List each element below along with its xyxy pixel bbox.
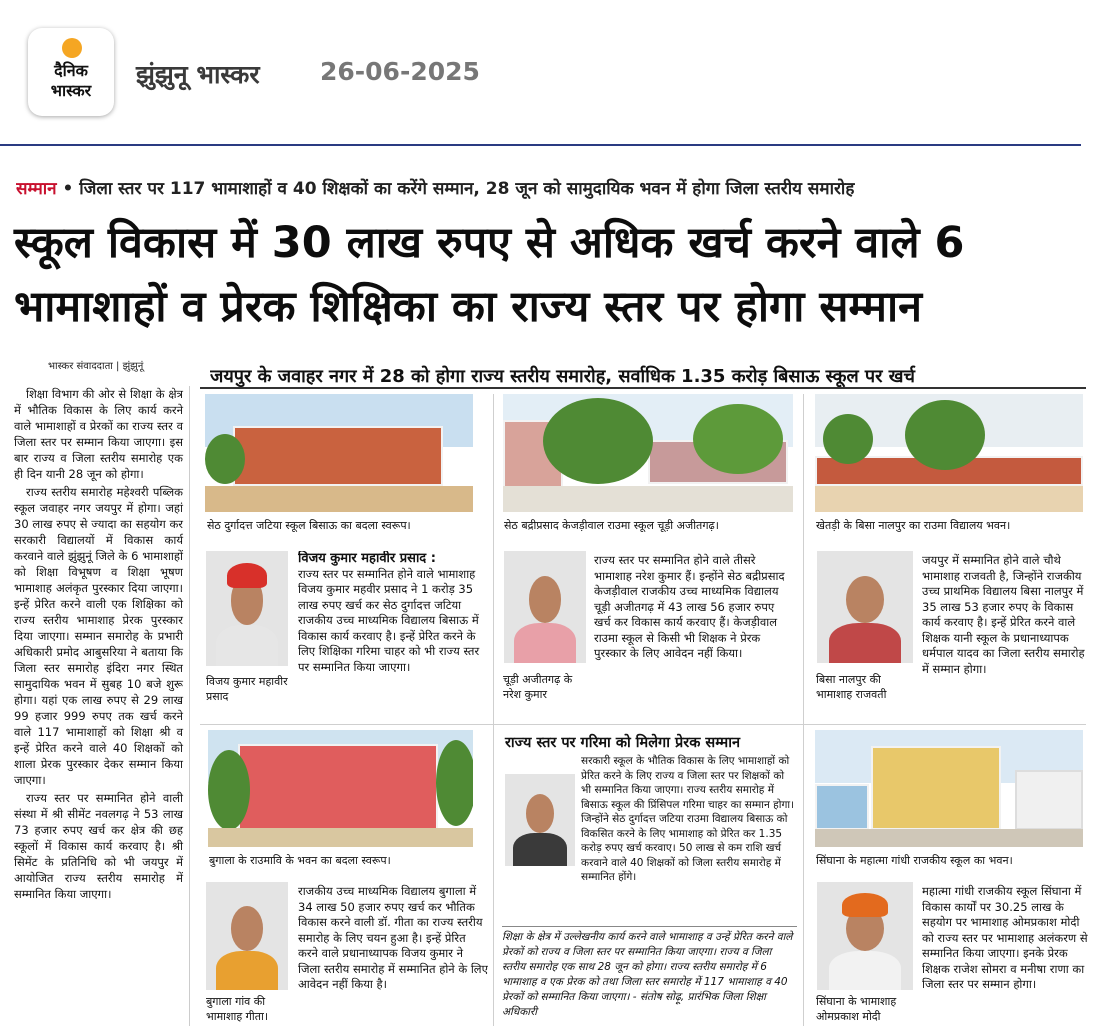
portrait-vijay-kumar: [206, 551, 288, 666]
photo-churi-ajitgarh-school: [503, 394, 793, 512]
tree: [208, 750, 250, 830]
photo-caption: खेतड़ी के बिसा नालपुर का राउमा विद्यालय भवन।: [816, 519, 1011, 532]
ground: [503, 486, 793, 512]
school-building: [238, 744, 438, 830]
tree: [823, 414, 873, 464]
box-text: सरकारी स्कूल के भौतिक विकास के लिए भामाशाहों को प्रेरित करने के लिए राज्य व जिला स्तर पर शिक्षकों को भी सम्मानित किया जाएगा। राज्य स्तरीय समारोह में बिसाऊ स्कूल की प्रिंसिपल गरिमा चाहर का सम्मान होगा। जिन्होंने सेठ दुर्गादत्त जटिया राउमा विद्यालय बिसाऊ को विकसित करने के लिए भामाशाह को प्रेरित कर 1.35 करोड़ रुपए खर्च करवाए। 50 लाख से कम राशि खर्च करवाने वाले 40 शिक्षकों को जिला स्तरीय समारोह में सम्मानित होंगे।: [581, 755, 795, 883]
kicker-text: • जिला स्तर पर 117 भामाशाहों व 40 शिक्षकों का करेंगे सम्मान, 28 जून को सामुदायिक भवन में होगा जिला स्तरीय समारोह: [56, 179, 855, 199]
story-text: राज्य स्तर पर सम्मानित होने वाले भामाशाह विजय कुमार महवीर प्रसाद ने 1 करोड़ 35 लाख रुपए खर्च कर सेठ दुर्गादत्त जटिया राजकीय उच्च माध्यमिक विद्यालय बिसाऊ में विकास कार्य करवाए है। इन्हें प्रेरित करने के लिए शिक्षिका गरिमा चाहर को भी राज्य स्तर पर सम्मानित किया जाएगा।: [298, 566, 480, 674]
byline: भास्कर संवाददाता | झुंझुनूं: [48, 361, 144, 372]
portrait-caption: विजय कुमार महावीर प्रसाद: [206, 675, 288, 703]
portrait-rajwati: [817, 551, 913, 663]
tree: [543, 398, 653, 484]
school-wall: [1015, 770, 1083, 830]
main-story-paragraph: राज्य स्तर पर सम्मानित होने वाली संस्था में श्री सीमेंट नवलगढ़ ने 53 लाख 73 हजार रुपए खर्च कर क्षेत्र की छह स्कूलों में विकास कार्य करवाए है। श्री सिमेंट के प्रतिनिधि को भी जयपुर में आयोजित राज्य स्तरीय समारोह में सम्मानित किया जाएगा।: [14, 791, 183, 901]
officer-quote: शिक्षा के क्षेत्र में उल्लेखनीय कार्य करने वाले भामाशाह व उन्हें प्रेरित करने वाले प्रेरकों को राज्य व जिला स्तर पर सम्मानित किया जाएगा। राज्य व जिला स्तरीय समारोह एक साथ 28 जून को होगा। राज्य स्तरीय समारोह में 6 भामाशाह व एक प्रेरक को तथा जिला स्तर समारोह में 117 भामाशाह व 40 प्रेरकों को सम्मानित किया जाएगा। - संतोष सोढ़ू, प्रारंभिक जिला शिक्षा अधिकारी: [502, 926, 797, 1026]
photo-bisa-nalpur-school: [815, 394, 1083, 512]
portrait-caption: बिसा नालपुर की भामाशाह राजवती: [816, 673, 887, 701]
story-name: विजय कुमार महावीर प्रसाद :: [298, 551, 436, 566]
tree: [205, 434, 245, 484]
ground: [815, 829, 1083, 847]
tree: [693, 404, 783, 474]
ground: [205, 486, 473, 512]
tree: [905, 400, 985, 470]
ground: [815, 486, 1083, 512]
column-divider: [493, 394, 494, 1026]
sun-icon: [62, 38, 82, 58]
row-divider: [200, 724, 1086, 725]
school-wall: [815, 784, 869, 830]
main-headline: स्कूल विकास में 30 लाख रुपए से अधिक खर्च करने वाले 6 भामाशाहों व प्रेरक शिक्षिका का राज्य स्तर पर होगा सम्मान: [14, 218, 965, 332]
school-gate: [871, 746, 1001, 830]
school-building: [233, 426, 443, 486]
photo-caption: बुगाला के राउमावि के भवन का बदला स्वरूप।: [209, 854, 391, 867]
body: [514, 623, 576, 663]
photo-caption: सेठ बद्रीप्रसाद केजड़ीवाल राउमा स्कूल चूड़ी अजीतगढ़।: [504, 519, 719, 532]
column-divider: [803, 394, 804, 1026]
tree: [436, 740, 473, 826]
photo-caption: सिंघाना के महात्मा गांधी राजकीय स्कूल का भवन।: [816, 854, 1013, 867]
ground: [208, 828, 473, 847]
photo-bisau-school: [205, 394, 473, 512]
main-story-paragraph: राज्य स्तरीय समारोह महेश्वरी पब्लिक स्कूल जवाहर नगर जयपुर में होगा। जहां 30 लाख रुपए से ज्यादा का सहयोग कर सरकारी विद्यालयों में विकास कार्य करवाने वाले झुंझुनूं जिले के 6 भामाशाहों को शिक्षा विभूषण व शिक्षा भूषण भामाशाह अलंकृत पुरस्कार दिया जाएगा। इन्हें प्रेरित करने वाली एक शिक्षिका को राज्य स्तरीय भामाशाह प्रेरक पुरस्कार दिया जाएगा। सम्मान समारोह के प्रभारी अधिकारी प्रमोद आबुसरिया ने बताया कि जिला स्तर समारोह इंदिरा नगर स्थित सामुदायिक भवन में सुबह 10 बजे शुरू होगा। यहां एक लाख रुपए से 29 लाख 99 हजार 999 रुपए तक खर्च करने वाले 117 भामाशाहों को शिक्षा श्री व इन्हें प्रेरित करने वाले 40 शिक्षकों को शाला प्रेरक पुरस्कार देकर सम्मान किया जाएगा।: [14, 485, 183, 787]
face: [529, 576, 562, 623]
body: [829, 951, 902, 990]
story-naresh-kumar: राज्य स्तर पर सम्मानित होने वाले तीसरे भामाशाह नरेश कुमार हैं। इन्होंने सेठ बद्रीप्रसाद केजड़ीवाल राजकीय उच्च माध्यमिक विद्यालय चूड़ी अजीतगढ़ में 43 लाख 56 हजार रुपए खर्च कर विकास कार्य करवाए हैं। केजड़ीवाल राउमा स्कूल से किसी भी शिक्षक ने प्रेरक पुरस्कार के लिए आवेदन नहीं किया।: [594, 553, 785, 660]
main-story-paragraph: शिक्षा विभाग की ओर से शिक्षा के क्षेत्र में भौतिक विकास के लिए कार्य करने वाले भामाशाहों व प्रेरकों का राज्य स्तर व जिला स्तर पर सम्मान किया जाएगा। इस बार राज्य व जिला स्तरीय समारोह एक ही दिन यानी 28 जून को होगा।: [14, 387, 183, 481]
turban: [842, 893, 888, 917]
kicker-label: सम्मान: [16, 179, 57, 199]
portrait-caption: सिंघाना के भामाशाह ओमप्रकाश मोदी: [816, 995, 897, 1023]
portrait-caption: बुगाला गांव की भामाशाह गीता।: [206, 995, 269, 1023]
story-rajwati: जयपुर में सम्मानित होने वाले चौथे भामाशाह राजवती है, जिन्होंने राजकीय उच्च प्राथमिक विद्यालय बिसा नालपुर में 35 लाख 53 हजार रुपए के विकास कार्य करवाए है। इन्हें प्रेरित करने वाले शिक्षक यानी स्कूल के प्रधानाध्यापक धर्मपाल यादव का जिला स्तरीय समारोह में सम्मान होगा।: [922, 553, 1085, 676]
edition-date: 26-06-2025: [320, 57, 480, 86]
logo-line-2: भास्कर: [50, 81, 92, 100]
face: [231, 906, 264, 951]
photo-bugala-school: [208, 730, 473, 847]
portrait-naresh-kumar: [504, 551, 586, 663]
box-headline: राज्य स्तर पर गरिमा को मिलेगा प्रेरक सम्मान: [505, 735, 741, 751]
newspaper-page: [0, 146, 1119, 1034]
edition-title: झुंझुनू भास्कर: [136, 60, 260, 89]
portrait-geeta: [206, 882, 288, 990]
photo-caption: सेठ दुर्गादत्त जटिया स्कूल बिसाऊ का बदला स्वरूप।: [207, 519, 411, 532]
subhead-divider: [200, 387, 1086, 389]
dainik-bhaskar-logo[interactable]: [28, 28, 114, 116]
app-header: [0, 0, 1119, 146]
story-omprakash-modi: महात्मा गांधी राजकीय स्कूल सिंघाना में विकास कार्यों पर 30.25 लाख के सहयोग पर भामाशाह ओमप्रकाश मोदी को राज्य स्तर पर भामाशाह अलंकरण से सम्मानित किया जाएगा। इनके प्रेरक शिक्षक राजेश सोमरा व मनीषा राणा का जिला स्तर पर सम्मान होगा।: [922, 884, 1088, 991]
turban: [227, 563, 266, 588]
body: [829, 623, 902, 663]
box-story-text: [505, 754, 797, 924]
story-geeta: राजकीय उच्च माध्यमिक विद्यालय बुगाला में 34 लाख 50 हजार रुपए खर्च कर भौतिक विकास करने वाली डॉ. गीता का राज्य स्तरीय समारोह के लिए चयन हुआ है। इन्हें प्रेरित करने वाले प्रधानाध्यापक विजय कुमार ने जिला स्तरीय समारोह में सम्मानित होने के लिए आवेदन नहीं किया है।: [298, 884, 488, 991]
logo-line-1: दैनिक: [54, 61, 88, 80]
portrait-caption: चूड़ी अजीतगढ़ के नरेश कुमार: [503, 673, 573, 701]
story-vijay-kumar: [298, 551, 486, 721]
body: [216, 951, 278, 990]
body: [216, 625, 278, 666]
main-story-column: [14, 386, 190, 1026]
sub-headline: जयपुर के जवाहर नगर में 28 को होगा राज्य स्तरीय समारोह, सर्वाधिक 1.35 करोड़ बिसाऊ स्कूल पर खर्च: [210, 366, 915, 387]
portrait-omprakash-modi: [817, 882, 913, 990]
photo-singhana-school: [815, 730, 1083, 847]
face: [846, 576, 884, 623]
kicker-line: [16, 176, 1086, 199]
